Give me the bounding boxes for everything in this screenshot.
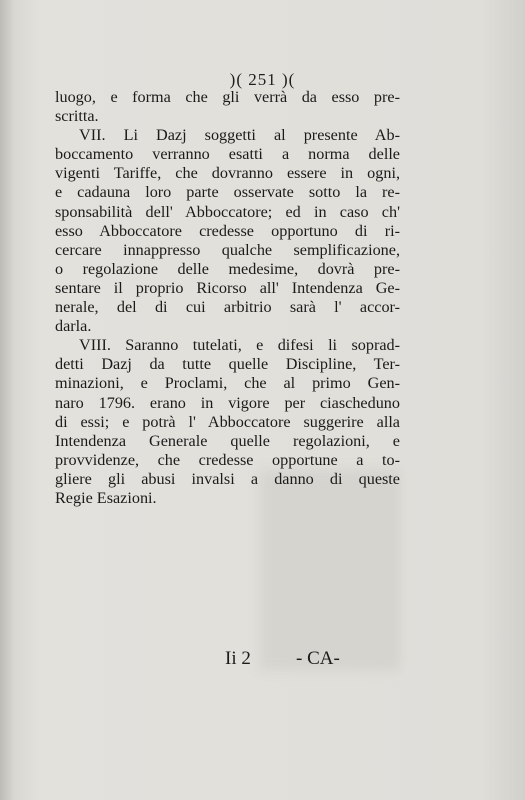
text-line: o regolazione delle medesime, dovrà pre- <box>55 259 400 278</box>
text-line: darla. <box>55 317 92 336</box>
text-line: detti Dazj da tutte quelle Discipline, Ter- <box>55 355 400 374</box>
text-line: nerale, del di cui arbitrio sarà l' accor- <box>55 298 400 317</box>
text-line: boccamento verranno esatti a norma delle <box>55 145 400 164</box>
text-line: Regie Esazioni. <box>55 488 157 507</box>
text-line: scritta. <box>55 107 99 126</box>
text-line: cercare innappresso qualche semplificazione, <box>55 240 400 259</box>
signature-mark: Ii 2 <box>225 648 251 669</box>
text-line: di essi; e potrà l' Abboccatore suggerire alla <box>55 412 400 431</box>
text-line: luogo, e forma che gli verrà da esso pre- <box>55 88 400 106</box>
body-text <box>55 88 400 508</box>
text-line: minazioni, e Proclami, che al primo Gen- <box>55 374 400 393</box>
text-line: VIII. Saranno tutelati, e difesi li soprad- <box>79 336 400 355</box>
text-line: e cadauna loro parte osservate sotto la re- <box>55 183 400 202</box>
catchword: - CA- <box>296 648 340 669</box>
text-line: provvidenze, che credesse opportune a to- <box>55 450 400 469</box>
text-line: vigenti Tariffe, che dovranno essere in ogni, <box>55 164 400 183</box>
text-line: sentare il proprio Ricorso all' Intendenza Ge- <box>55 278 400 297</box>
text-line: Intendenza Generale quelle regolazioni, e <box>55 431 400 450</box>
page-header: )( 251 )( <box>229 70 296 89</box>
text-line: VII. Li Dazj soggetti al presente Ab- <box>79 126 400 145</box>
text-line: esso Abboccatore credesse opportuno di ri- <box>55 221 400 240</box>
text-line: gliere gli abusi invalsi a danno di queste <box>55 469 400 488</box>
text-line: sponsabilità dell' Abboccatore; ed in caso ch' <box>55 202 400 221</box>
text-line: naro 1796. erano in vigore per ciascheduno <box>55 393 400 412</box>
